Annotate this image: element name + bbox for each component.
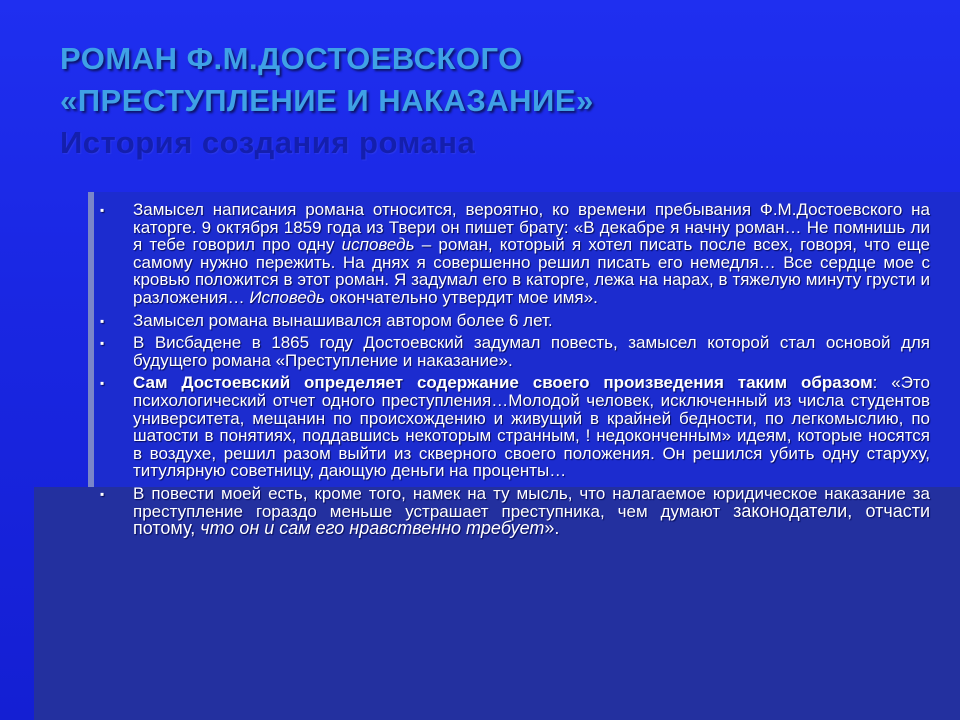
item-text: Замысел романа вынашивался автором более 6 лет. (133, 310, 553, 330)
bullet-icon: ▪ (100, 313, 105, 328)
bullet-icon: ▪ (100, 203, 105, 217)
item-text: В повести моей есть, кроме того, намек на ту мысль, что налагаемое юридическое наказание за преступление гораздо меньше устрашает преступника, чем думают законодатели, отчасти потому, что он и сам его нравственно требует». (133, 483, 931, 539)
bullet-list (100, 201, 930, 543)
item-text: Сам Достоевский определяет содержание своего произведения таким образом: «Это психологический отчет одного преступления…Молодой человек, исключенный из числа студентов университета, мещанин по происхождению и живущий в крайней бедности, по легкомыслию, по шатости в понятиях, поддавшись некоторым странным, ! недоконченным» идеям, которые носятся в воздухе, решил разом выйти из скверного своего положения. Он решился убить одну старуху, титулярную советницу, дающую деньги на проценты… (133, 373, 930, 481)
list-item (100, 374, 930, 480)
title-block (60, 38, 594, 164)
title-line-1: РОМАН Ф.М.ДОСТОЕВСКОГО (60, 41, 523, 76)
item-text: Замысел написания романа относится, вероятно, ко времени пребывания Ф.М.Достоевского на каторге. 9 октября 1859 года из Твери он пишет брату: «В декабре я начну роман… Не помнишь ли я тебе говорил про одну исповедь – роман, который я хотел писать после всех, говоря, что еще самому нужно пережить. На днях я совершенно решил писать его немедля… Все сердце мое с кровью положится в этот роман. Я задумал его в каторге, лежа на нарах, в тяжелую минуту грусти и разложения… Исповедь окончательно утвердит мое имя». (133, 200, 930, 307)
subtitle: История создания романа (60, 125, 476, 160)
bullet-icon: ▪ (100, 336, 105, 351)
item-text: В Висбадене в 1865 году Достоевский задумал повесть, замысел которой стал основой для будущего романа «Преступление и наказание». (133, 333, 930, 370)
bullet-icon: ▪ (100, 486, 105, 501)
bullet-icon: ▪ (100, 376, 105, 391)
list-item (100, 312, 930, 330)
list-item (100, 201, 930, 307)
list-item (100, 334, 930, 369)
title-line-2: «ПРЕСТУПЛЕНИЕ И НАКАЗАНИЕ» (60, 83, 594, 118)
list-item (100, 485, 930, 538)
